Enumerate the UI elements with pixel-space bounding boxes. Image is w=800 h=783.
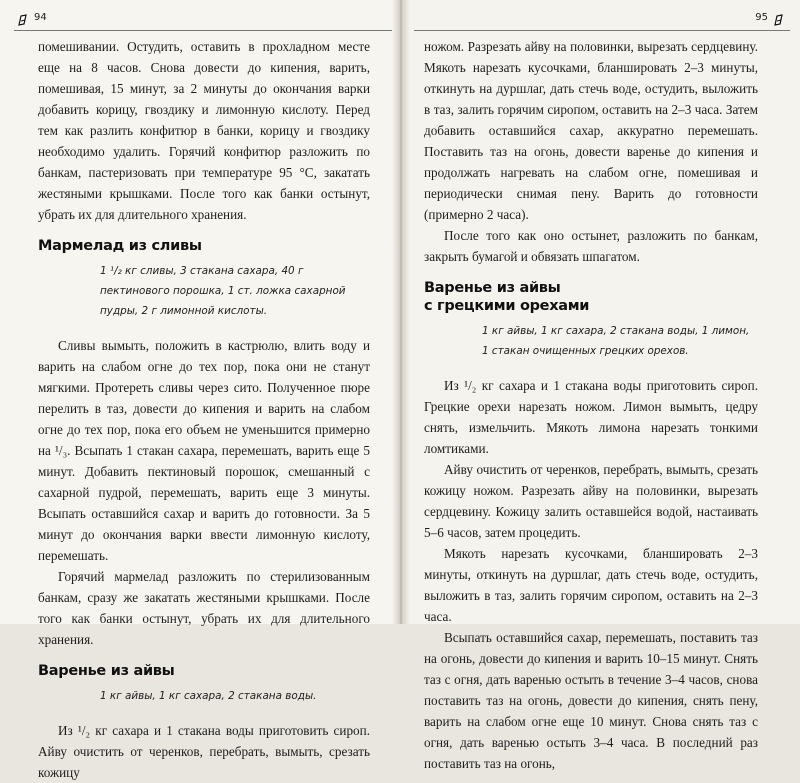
ingredients-list: 1 кг айвы, 1 кг сахара, 2 стакана воды. xyxy=(100,690,317,702)
recipe-title: Мармелад из сливы xyxy=(38,238,202,254)
paragraph: Горячий мармелад разложить по стерилизованным банкам, сразу же закатать жестяными крышками. После того как банки остынут, убрать их для длительного хранения. xyxy=(38,569,370,647)
book-corner-icon xyxy=(18,14,28,26)
recipe-title: Варенье из айвы xyxy=(38,663,175,679)
ingredients-list: 1 ¹/₂ кг сливы, 3 стакана сахара, 40 г пектинового порошка, 1 ст. ложка сахарной пудры, 2 г лимонной кислоты. xyxy=(100,265,346,317)
paragraph: Сливы вымыть, положить в кастрюлю, влить воду и варить на слабом огне до тех пор, пока они не станут мягкими. Протереть сливы через сито. Полученное пюре перелить в таз, довести до кипения и варить на слабом огне до тех пор, пока его объем не уменьшится примерно на ¹/₃. Всыпать 1 стакан сахара, перемешать, варить еще 5 минут. Добавить пектиновый порошок, смешанный с сахарной пудрой, перемешать, варить еще 3 минуты. Всыпать оставшийся сахар и варить до готовности. За 5 минут до окончания варки ввести лимонную кислоту, перемешать. xyxy=(38,338,370,563)
right-page xyxy=(402,0,800,771)
header-rule xyxy=(414,30,790,31)
paragraph: Мякоть нарезать кусочками, бланшировать 2–3 минуты, откинуть на дуршлаг, дать стечь воде, остудить, выложить в таз, залить горячим сиропом, оставить на 2–3 часа. xyxy=(424,546,758,624)
recipe-heading xyxy=(424,279,758,315)
paragraph: Из ¹/₂ кг сахара и 1 стакана воды приготовить сироп. Айву очистить от черенков, перебрать, вымыть, срезать кожицу xyxy=(38,723,370,780)
paragraph: Из ¹/₂ кг сахара и 1 стакана воды приготовить сироп. Грецкие орехи нарезать ножом. Лимон вымыть, цедру снять, измельчить. Мякоть лимона нарезать тонкими ломтиками. xyxy=(424,378,758,456)
left-page xyxy=(0,0,398,780)
recipe-heading xyxy=(38,237,370,255)
recipe-heading xyxy=(38,662,370,680)
page-number: 94 xyxy=(34,12,47,23)
recipe-subtitle: с грецкими орехами xyxy=(424,298,590,314)
paragraph: ножом. Разрезать айву на половинки, вырезать сердцевину. Мякоть нарезать кусочками, бланшировать 2–3 минуты, откинуть на дуршлаг, дать стечь воде, остудить, выложить в таз, залить горячим сиропом, оставить на 2–3 часа. Затем добавить оставшийся сахар, аккуратно перемешать. Поставить таз на огонь, довести варенье до кипения и продолжать нагревать на слабом огне, помешивая и периодически снимая пену. Варить до готовности (примерно 2 часа). xyxy=(424,39,758,222)
page-number: 95 xyxy=(755,12,768,23)
right-page-text xyxy=(424,36,758,774)
recipe-title: Варенье из айвы xyxy=(424,280,561,296)
header-rule xyxy=(14,30,392,31)
paragraph: помешивании. Остудить, оставить в прохладном месте еще на 8 часов. Снова довести до кипения, варить, помешивая, 15 минут, за 2 минуты до окончания варки добавить корицу, гвоздику и лимонную кислоту. Перед тем как разлить конфитюр в банки, корицу и гвоздику необходимо удалить. Горячий конфитюр разложить по банкам, пастеризовать при температуре 95 °С, закатать жестяными крышками. После того как банки остынут, убрать их для длительного хранения. xyxy=(38,39,370,222)
paragraph: Всыпать оставшийся сахар, перемешать, поставить таз на огонь, довести до кипения и варить 10–15 минут. Снять таз с огня, дать варенью остыть в течение 3–4 часов, снова поставить таз на огонь, довести до кипения, снять пену, варить на слабом огне еще 10 минут. Снова снять таз с огня, дать варенью остыть 3–4 часа. В последний раз поставить таз на огонь, xyxy=(424,630,758,771)
paragraph: Айву очистить от черенков, перебрать, вымыть, срезать кожицу ножом. Разрезать айву на половинки, вырезать сердцевину. Кожицу залить оставшейся водой, настаивать 5–6 часов, затем процедить. xyxy=(424,462,758,540)
paragraph: После того как оно остынет, разложить по банкам, закрыть бумагой и обвязать шпагатом. xyxy=(424,228,758,264)
book-corner-icon xyxy=(774,14,784,26)
book-spine xyxy=(392,0,410,624)
ingredients-list: 1 кг айвы, 1 кг сахара, 2 стакана воды, 1 лимон, 1 стакан очищенных грецких орехов. xyxy=(482,325,750,357)
left-page-text xyxy=(38,36,370,783)
